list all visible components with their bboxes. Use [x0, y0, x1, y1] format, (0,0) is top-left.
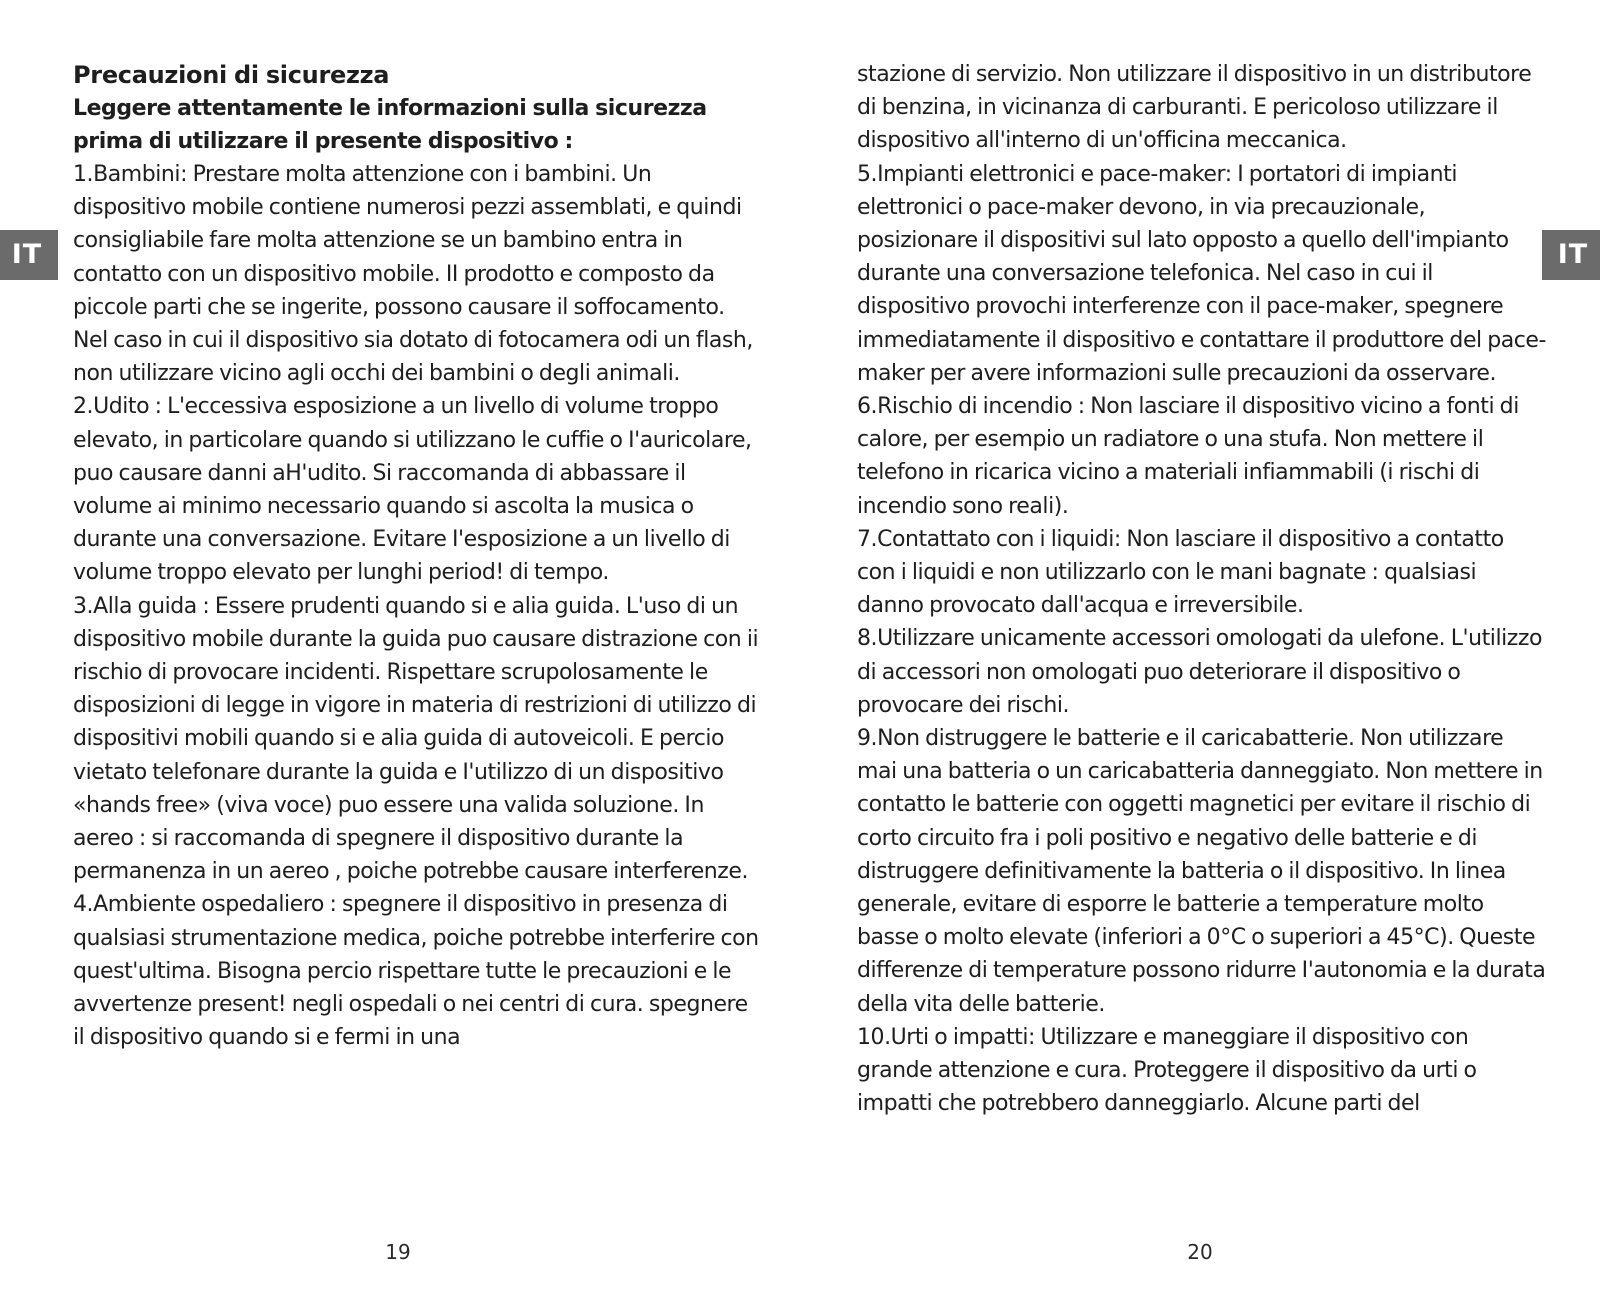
language-tab-right: IT	[1542, 230, 1600, 280]
language-tab-left: IT	[0, 230, 58, 280]
paragraph-accessories: 8.Utilizzare unicamente accessori omologati da ulefone. L'utilizzo di accessori non omologati puo deteriorare il dispositivo o provocare dei rischi.	[857, 626, 1542, 718]
section-heading: Precauzioni di sicurezza	[73, 61, 390, 89]
paragraph-hospital: 4.Ambiente ospedaliero : spegnere il dispositivo in presenza di qualsiasi strumentazione medica, poiche potrebbe interferire con quest'ultima. Bisogna percio rispettare tutte le precauzioni e le avvertenze present! negli ospedali o nei centri di cura. spegnere il dispositivo quando si e fermi in una	[73, 892, 759, 1051]
page-number-right: 20	[1187, 1240, 1213, 1264]
paragraph-children: 1.Bambini: Prestare molta attenzione con i bambini. Un dispositivo mobile contiene numerosi pezzi assemblati, e quindi consigliabile fare molta attenzione se un bambino entra in contatto con un dispositivo mobile. II prodotto e composto da piccole parti che se ingerite, possono causare il soffocamento. Nel caso in cui il dispositivo sia dotato di fotocamera odi un flash, non utilizzare vicino agli occhi dei bambini o degli animali.	[73, 162, 753, 387]
paragraph-fire-risk: 6.Rischio di incendio : Non lasciare il dispositivo vicino a fonti di calore, per esempio un radiatore o una stufa. Non mettere il telefono in ricarica vicino a materiali infiammabili (i rischi di incendio sono reali).	[857, 394, 1519, 519]
right-text-column	[857, 58, 1547, 1121]
paragraph-hearing: 2.Udito : L'eccessiva esposizione a un livello di volume troppo elevato, in particolare quando si utilizzano le cuffie o I'auricolare, puo causare danni aH'udito. Si raccomanda di abbassare il volume ai minimo necessario quando si ascolta la musica o durante una conversazione. Evitare I'esposizione a un livello di volume troppo elevato per lunghi period! di tempo.	[73, 394, 752, 586]
right-page	[800, 0, 1600, 1292]
left-text-column	[73, 58, 763, 1054]
paragraph-liquids: 7.Contattato con i liquidi: Non lasciare il dispositivo a contatto con i liquidi e non utilizzarlo con le mani bagnate : qualsiasi danno provocato dall'acqua e irreversibile.	[857, 526, 1504, 619]
section-subheading: Leggere attentamente le informazioni sulla sicurezza prima di utilizzare il presente dispositivo :	[73, 96, 707, 154]
paragraph-batteries: 9.Non distruggere le batterie e il caricabatterie. Non utilizzare mai una batteria o un caricabatteria danneggiato. Non mettere in contatto le batterie con oggetti magnetici per evitare il rischio di corto circuito fra i poli positivo e negativo delle batterie e di distruggere definitivamente la batteria o il dispositivo. In linea generale, evitare di esporre le batterie a temperature molto basse o molto elevate (inferiori a 0°C o superiori a 45°C). Queste differenze di temperature possono ridurre I'autonomia e la durata della vita delle batterie.	[857, 726, 1546, 1017]
page-number-left: 19	[385, 1240, 411, 1264]
paragraph-driving: 3.Alla guida : Essere prudenti quando si e alia guida. L'uso di un dispositivo mobile durante la guida puo causare distrazione con ii rischio di provocare incidenti. Rispettare scrupolosamente le disposizioni di legge in vigore in materia di restrizioni di utilizzo di dispositivi mobili quando si e alia guida di autoveicoli. E percio vietato telefonare durante la guida e I'utilizzo di un dispositivo «hands free» (viva voce) puo essere una valida soluzione. In aereo : si raccomanda di spegnere il dispositivo durante la permanenza in un aereo , poiche potrebbe causare interferenze.	[73, 593, 759, 885]
paragraph-impacts: 10.Urti o impatti: Utilizzare e maneggiare il dispositivo con grande attenzione e cura. Proteggere il dispositivo da urti o impatti che potrebbero danneggiarlo. Alcune parti del	[857, 1024, 1477, 1117]
paragraph-service-station: stazione di servizio. Non utilizzare il dispositivo in un distributore di benzina, in vicinanza di carburanti. E pericoloso utilizzare il dispositivo all'interno di un'officina meccanica.	[857, 62, 1532, 154]
paragraph-pacemaker: 5.Impianti elettronici e pace-maker: I portatori di impianti elettronici o pace-maker devono, in via precauzionale, posizionare il dispositivi sul lato opposto a quello dell'impianto durante una conversazione telefonica. Nel caso in cui il dispositivo provochi interferenze con il pace-maker, spegnere immediatamente il dispositivo e contattare il produttore del pace-maker per avere informazioni sulle precauzioni da osservare.	[857, 161, 1546, 386]
